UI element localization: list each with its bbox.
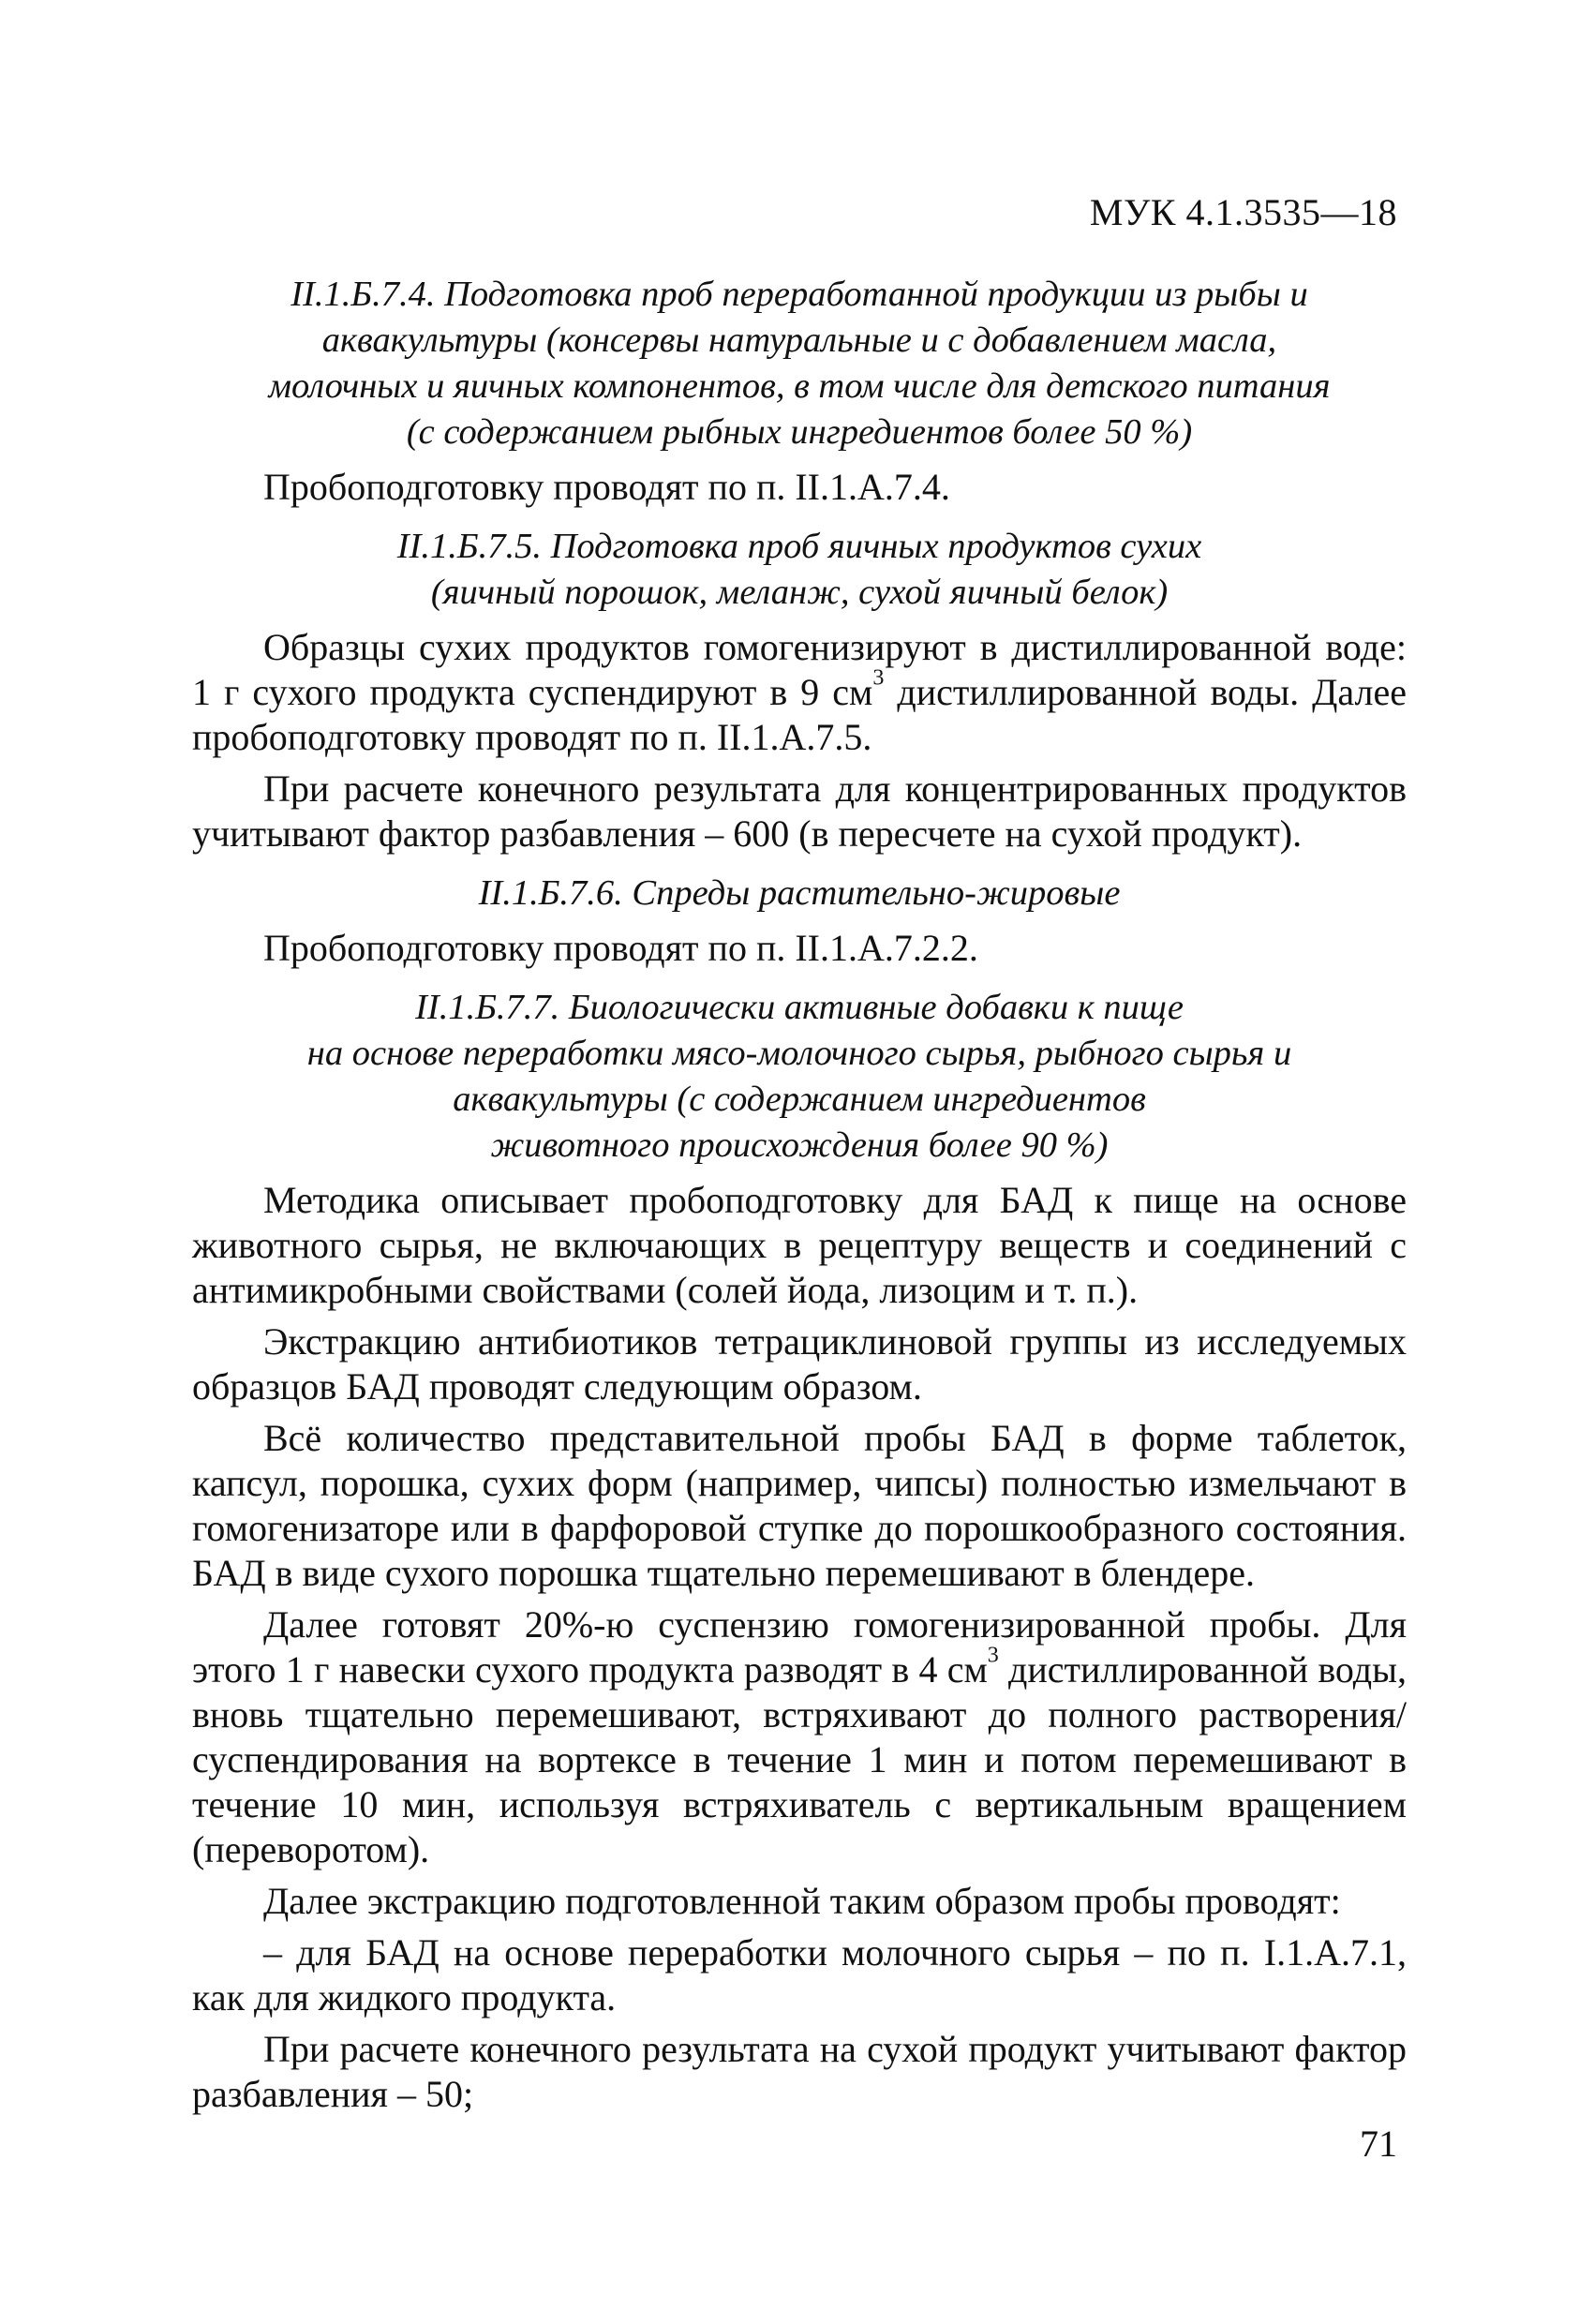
document-code: МУК 4.1.3535—18 [1089, 191, 1397, 233]
page-number: 71 [1360, 2123, 1397, 2165]
paragraph: Пробоподготовку проводят по п. II.1.А.7.4. [263, 466, 950, 508]
heading-line: животного происхождения более 90 %) [490, 1125, 1109, 1165]
paragraph-text: дистиллированной воды, вновь тщательно перемешивают, встряхивают до полного растворения/суспендирования на вортексе в течение 1 мин и потом перемешивают в течение 10 мин, используя встряхиватель с вертикальным вращением (переворотом). [192, 1648, 1408, 1870]
paragraph: При расчете конечного результата на сухой продукт учитывают фактор разбавления – 50; [192, 2028, 1407, 2115]
paragraph: При расчете конечного результата для концентрированных продуктов учитывают фактор разбавления – 600 (в пересчете на сухой продукт). [192, 767, 1407, 855]
paragraph: Всё количество представительной пробы БАД в форме таблеток, капсул, порошка, сухих форм (например, чипсы) полностью измельчают в гомогенизаторе или в фарфоровой ступке до порошкообразного состояния. БАД в виде сухого порошка тщательно перемешивают в блендере. [192, 1417, 1407, 1594]
paragraph-text: Образцы сухих продуктов гомогенизируют в дистиллированной воде: 1 г сухого продукта суспендируют в 9 см [192, 626, 1407, 713]
heading-line: (яичный порошок, меланж, сухой яичный белок) [430, 573, 1169, 612]
paragraph: – для БАД на основе переработки молочного сырья – по п. I.1.А.7.1, как для жидкого продукта. [192, 1931, 1407, 2019]
superscript: 3 [987, 1643, 999, 1668]
heading-line: II.1.Б.7.5. Подготовка проб яичных продуктов сухих [396, 527, 1202, 566]
paragraph: Далее экстракцию подготовленной таким образом пробы проводят: [263, 1880, 1341, 1922]
heading-line: аквакультуры (с содержанием ингредиентов [453, 1080, 1146, 1119]
paragraph: Методика описывает пробоподготовку для БАД к пище на основе животного сырья, не включающих в рецептуру веществ и соединений с антимикробными свойствами (солей йода, лизоцим и т. п.). [192, 1179, 1407, 1311]
heading-line: II.1.Б.7.7. Биологически активные добавки к пище [415, 988, 1184, 1027]
heading-line: аквакультуры (консервы натуральные и с добавлением масла, [321, 320, 1277, 360]
paragraph [192, 625, 1407, 760]
heading-line: II.1.Б.7.6. Спреды растительно-жировые [478, 873, 1121, 913]
superscript: 3 [872, 665, 885, 691]
paragraph: Пробоподготовку проводят по п. II.1.А.7.2.2. [263, 927, 978, 969]
section-heading-7-5 [192, 524, 1407, 616]
heading-line: (с содержанием рыбных ингредиентов более 50 %) [406, 412, 1193, 452]
section-heading-7-4 [192, 272, 1407, 455]
paragraph [192, 1602, 1407, 1872]
paragraph-text: дистиллированной воды. Далее пробоподготовку проводят по п. II.1.А.7.5. [192, 671, 1407, 758]
paragraph: Экстракцию антибиотиков тетрациклиновой группы из исследуемых образцов БАД проводят следующим образом. [192, 1320, 1407, 1408]
heading-line: молочных и яичных компонентов, в том числе для детского питания [268, 366, 1331, 406]
paragraph-text: Далее готовят 20%-ю суспензию гомогенизированной пробы. Для этого 1 г навески сухого продукта разводят в 4 см [192, 1603, 1407, 1691]
page-content [192, 272, 1407, 2123]
section-heading-7-6 [192, 871, 1407, 916]
heading-line: на основе переработки мясо-молочного сырья, рыбного сырья и [306, 1034, 1292, 1073]
section-heading-7-7 [192, 985, 1407, 1169]
heading-line: II.1.Б.7.4. Подготовка проб переработанной продукции из рыбы и [290, 275, 1308, 314]
